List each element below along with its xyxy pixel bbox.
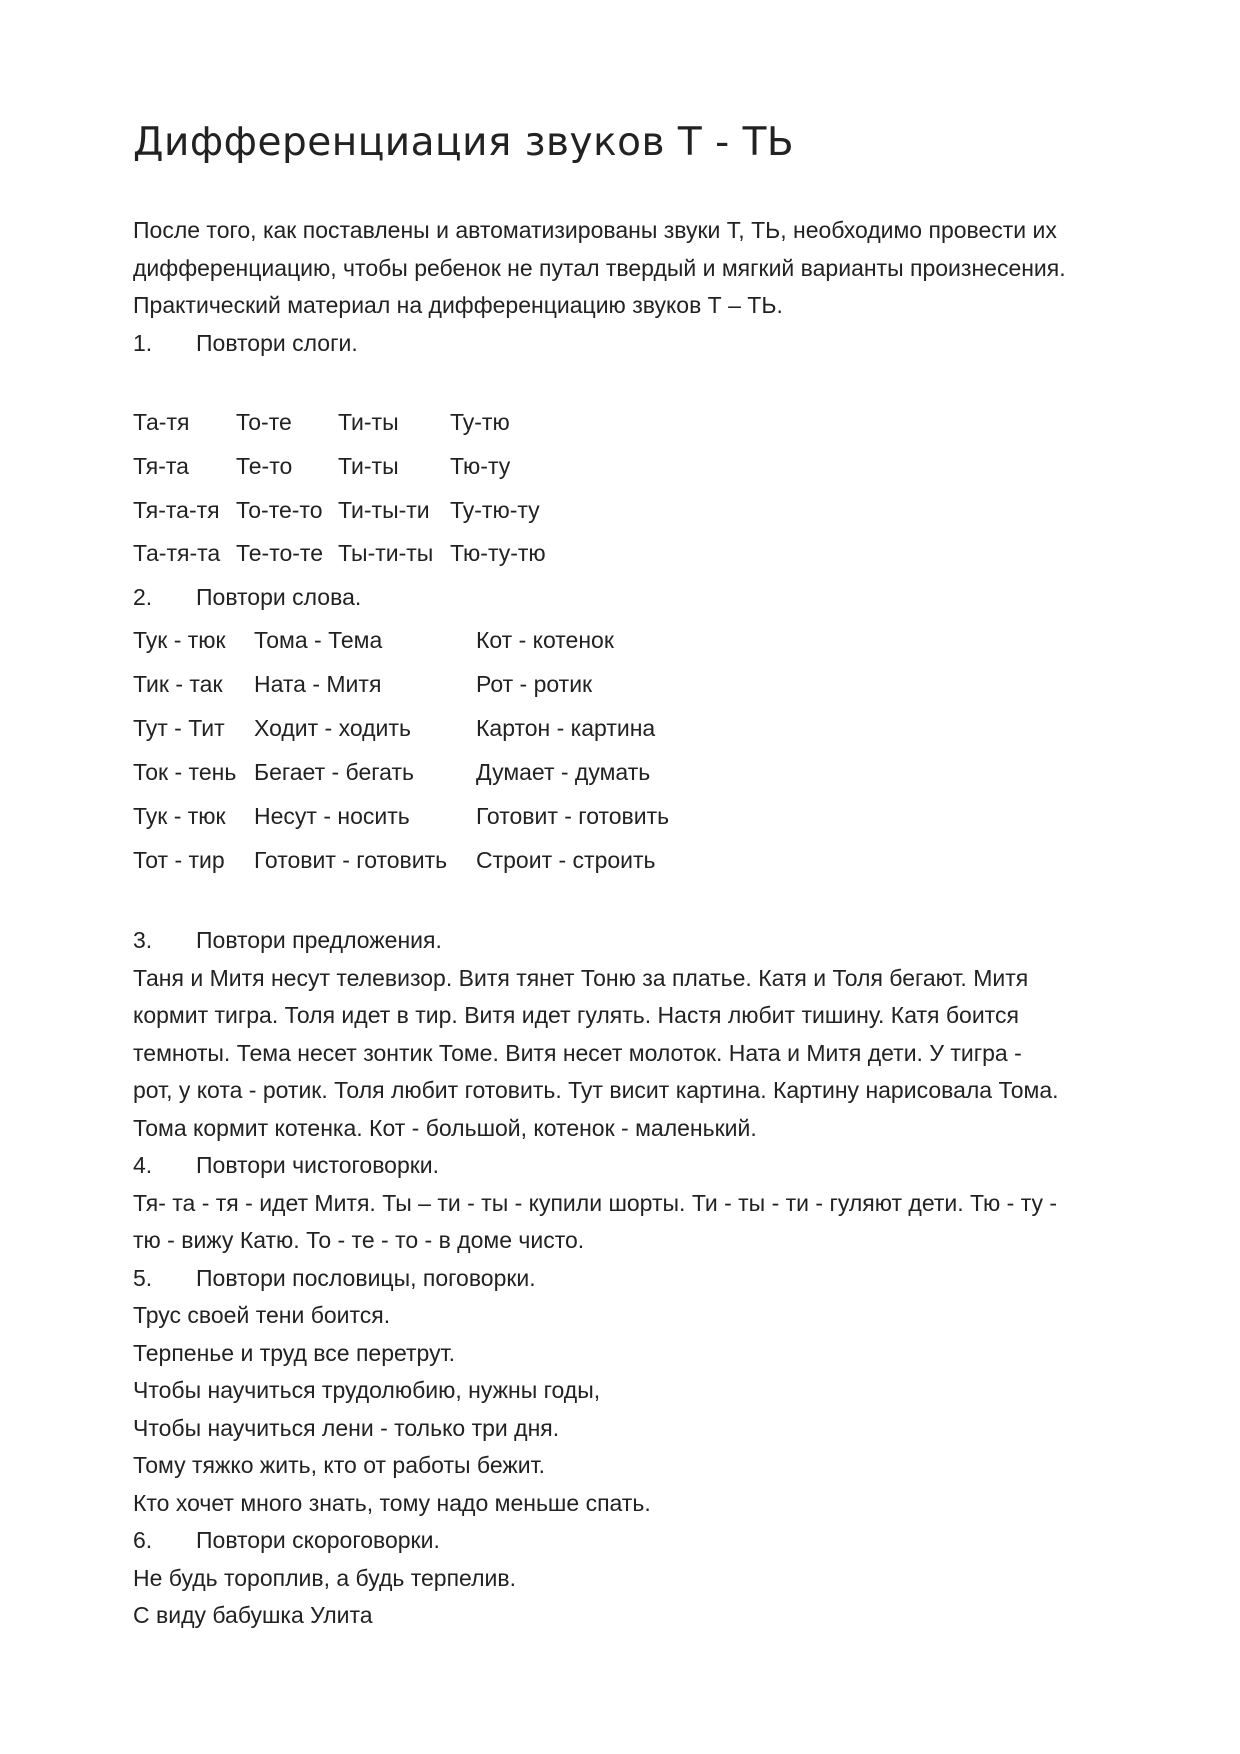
syllable-cell: То-те-то — [236, 497, 323, 523]
word-cell: Тук - тюк — [133, 627, 226, 653]
syllable-cell: Те-то-те — [236, 540, 324, 566]
syllable-cell: Тя-та-тя — [133, 497, 220, 523]
word-cell: Тик - так — [133, 671, 223, 697]
section-label: Повтори чистоговорки. — [196, 1152, 440, 1178]
sentence-line: Тома кормит котенка. Кот - большой, котенок - маленький. — [133, 1115, 757, 1141]
word-cell: Готовит - готовить — [254, 847, 448, 873]
syllable-cell: Тю-ту — [450, 453, 511, 479]
syllable-cell: Ту-тю-ту — [450, 497, 540, 523]
word-cell: Несут - носить — [254, 803, 410, 829]
word-cell: Ходит - ходить — [254, 715, 411, 741]
page-title: Дифференциация звуков Т - ТЬ — [133, 120, 795, 165]
word-cell: Бегает - бегать — [254, 759, 414, 785]
sentence-line: кормит тигра. Толя идет в тир. Витя идет гулять. Настя любит тишину. Катя боится — [133, 1002, 1019, 1028]
proverb-line: Чтобы научиться лени - только три дня. — [133, 1415, 560, 1441]
word-cell: Думает - думать — [476, 759, 651, 785]
section-number: 1. — [133, 330, 153, 356]
syllable-cell: Та-тя — [133, 409, 190, 435]
section-number: 4. — [133, 1152, 153, 1178]
intro-line: дифференциацию, чтобы ребенок не путал твердый и мягкий варианты произнесения. — [133, 255, 1066, 281]
word-cell: Кот - котенок — [476, 627, 614, 653]
section-number: 3. — [133, 927, 153, 953]
tongue-twister-line: Не будь тороплив, а будь терпелив. — [133, 1565, 516, 1591]
drill-line: Тя- та - тя - идет Митя. Ты – ти - ты - купили шорты. Ти - ты - ти - гуляют дети. Тю - ту - — [133, 1190, 1058, 1216]
intro-line: После того, как поставлены и автоматизированы звуки Т, ТЬ, необходимо провести их — [133, 217, 1057, 243]
word-cell: Ток - тень — [133, 759, 237, 785]
tongue-twister-line: С виду бабушка Улита — [133, 1602, 373, 1628]
sentence-line: рот, у кота - ротик. Толя любит готовить. Тут висит картина. Картину нарисовала Тома. — [133, 1077, 1059, 1103]
proverb-line: Терпенье и труд все перетрут. — [133, 1340, 455, 1366]
word-cell: Тук - тюк — [133, 803, 226, 829]
section-heading-3 — [133, 922, 442, 959]
word-cell: Тот - тир — [133, 847, 225, 873]
syllable-cell: Ти-ты-ти — [338, 497, 430, 523]
word-cell: Строит - строить — [476, 847, 656, 873]
syllable-cell: То-те — [236, 409, 292, 435]
word-cell: Готовит - готовить — [476, 803, 670, 829]
section-label: Повтори предложения. — [196, 927, 442, 953]
syllable-cell: Ти-ты — [338, 409, 399, 435]
section-heading-2 — [133, 579, 361, 616]
syllable-cell: Тя-та — [133, 453, 189, 479]
drill-line: тю - вижу Катю. То - те - то - в доме чисто. — [133, 1227, 585, 1253]
proverb-line: Кто хочет много знать, тому надо меньше спать. — [133, 1490, 651, 1516]
word-cell: Тут - Тит — [133, 715, 225, 741]
section-heading-1 — [133, 325, 358, 362]
syllable-cell: Тю-ту-тю — [450, 540, 546, 566]
word-cell: Картон - картина — [476, 715, 656, 741]
section-number: 5. — [133, 1265, 153, 1291]
section-label: Повтори слова. — [196, 584, 362, 610]
intro-line: Практический материал на дифференциацию звуков Т – ТЬ. — [133, 292, 783, 318]
section-heading-6 — [133, 1522, 440, 1559]
section-heading-4 — [133, 1147, 439, 1184]
word-cell: Тома - Тема — [254, 627, 383, 653]
section-number: 2. — [133, 584, 153, 610]
section-number: 6. — [133, 1527, 153, 1553]
section-label: Повтори скороговорки. — [196, 1527, 440, 1553]
section-label: Повтори слоги. — [196, 330, 358, 356]
syllable-cell: Ти-ты — [338, 453, 399, 479]
syllable-cell: Та-тя-та — [133, 540, 221, 566]
proverb-line: Трус своей тени боится. — [133, 1302, 391, 1328]
sentence-line: Таня и Митя несут телевизор. Витя тянет Тоню за платье. Катя и Толя бегают. Митя — [133, 965, 1029, 991]
syllable-cell: Те-то — [236, 453, 293, 479]
syllable-cell: Ту-тю — [450, 409, 510, 435]
syllable-cell: Ты-ти-ты — [338, 540, 434, 566]
proverb-line: Чтобы научиться трудолюбию, нужны годы, — [133, 1377, 601, 1403]
section-label: Повтори пословицы, поговорки. — [196, 1265, 536, 1291]
word-cell: Ната - Митя — [254, 671, 382, 697]
word-cell: Рот - ротик — [476, 671, 593, 697]
sentence-line: темноты. Тема несет зонтик Томе. Витя несет молоток. Ната и Митя дети. У тигра - — [133, 1040, 1022, 1066]
proverb-line: Тому тяжко жить, кто от работы бежит. — [133, 1452, 545, 1478]
section-heading-5 — [133, 1260, 536, 1297]
